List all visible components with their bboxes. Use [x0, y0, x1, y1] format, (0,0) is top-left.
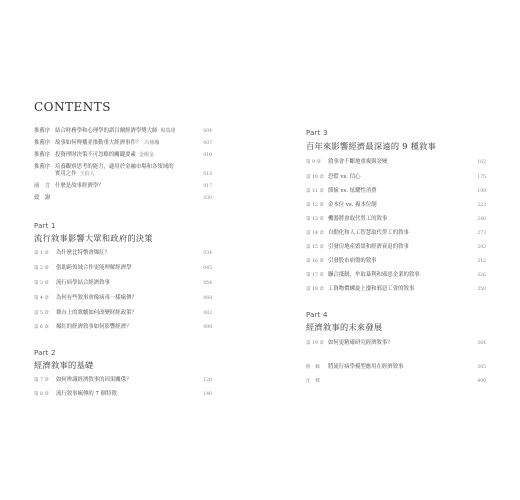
chapter-page: 068 [203, 296, 212, 301]
entry-page: 004 [203, 129, 212, 134]
chapter-number: 第 18 章 [306, 287, 324, 292]
chapter-title: 聯合抵制、牟取暴利和邪惡企業的敘事 [328, 272, 420, 278]
chapter-number: 第 7 章 [34, 378, 50, 383]
entry-page: 013 [203, 172, 212, 177]
chapter-number: 第 8 章 [34, 392, 50, 397]
entry-title: 投資理財決策不可忽略的關鍵要素 [55, 152, 136, 158]
chapter-title: 引發房地產繁榮和經濟衰退的敘事 [328, 244, 409, 250]
entry-page: 030 [203, 196, 212, 201]
entry-title: 培養觀察思考的能力，適用於金融市場和各領域的 [55, 164, 174, 170]
part-label: Part 4 [306, 311, 328, 319]
part-title: 百年來影響經濟最深遠的 9 種敘事 [306, 141, 437, 151]
entry-tag: 推薦序 [34, 164, 51, 170]
chapter-title: 自動化和人工智慧取代勞工的敘事 [328, 230, 409, 236]
chapter-title: 舞台上的歌劇如何改變財經政策？ [56, 310, 137, 316]
part-title: 經濟敘事的基礎 [34, 360, 94, 370]
entry-tag: 推薦序 [34, 128, 51, 134]
chapter-title: 流行敘事瘋傳的 7 個特徵 [56, 391, 117, 397]
part-label: Part 2 [34, 349, 56, 357]
chapter-page: 246 [477, 217, 486, 222]
chapter-title: 借助跨領域合作更能理解經濟學 [56, 265, 132, 271]
chapter-title: 引發股市崩盤的敘事 [328, 258, 377, 264]
chapter-title: 如何辨識經濟敘事的因果關係？ [56, 377, 132, 383]
chapter-page: 364 [477, 341, 486, 346]
chapter-number: 第 5 章 [34, 311, 50, 316]
chapter-number: 第 19 章 [306, 341, 324, 346]
chapter-page: 198 [477, 189, 486, 194]
entry-tag: 推薦序 [34, 140, 51, 146]
chapter-title: 恐慌 vs. 信心 [328, 174, 361, 180]
chapter-page: 120 [203, 378, 212, 383]
chapter-page: 175 [477, 175, 486, 180]
chapter-page: 162 [477, 160, 486, 165]
chapter-title: 爆紅的經濟敘事如何影響經濟？ [56, 324, 132, 330]
chapter-title: 敘事會不斷地重複與突變 [328, 159, 388, 165]
chapter-page: 326 [477, 273, 486, 278]
chapter-number: 第 13 章 [306, 217, 324, 222]
chapter-page: 350 [477, 287, 486, 292]
entry-author: 王伯人 [79, 171, 95, 177]
appendix-tag: 附 錄 [306, 365, 320, 370]
entry-author: 冯鼎瀚 [144, 140, 160, 146]
appendix-title: 將流行病學模型應用在經濟敘事 [328, 364, 404, 370]
chapter-number: 第 16 章 [306, 259, 324, 264]
entry-title: 什麼是故事經濟學？ [55, 183, 104, 189]
chapter-title: 機器將會取代勞工的敘事 [328, 216, 388, 222]
chapter-page: 082 [203, 311, 212, 316]
entry-page: 017 [203, 184, 212, 189]
chapter-number: 第 12 章 [306, 203, 324, 208]
chapter-page: 273 [477, 231, 486, 236]
chapter-number: 第 17 章 [306, 273, 324, 278]
chapter-number: 第 10 章 [306, 175, 324, 180]
entry-title: 故事如何傳播並推動重大經濟事件？ [55, 140, 142, 146]
chapter-title: 流行病學結合經濟敘事 [56, 280, 110, 286]
chapter-page: 312 [477, 259, 486, 264]
chapter-number: 第 15 章 [306, 245, 324, 250]
chapter-title: 節儉 vs. 炫耀性消費 [328, 188, 377, 194]
chapter-number: 第 11 章 [306, 189, 324, 194]
chapter-page: 045 [203, 266, 212, 271]
chapter-page: 223 [477, 203, 486, 208]
part-label: Part 1 [34, 222, 56, 230]
entry-title-continued: 實用之作 [55, 171, 77, 177]
entry-page: 007 [203, 141, 212, 146]
chapter-page: 034 [203, 251, 212, 256]
part-label: Part 3 [306, 129, 328, 137]
entry-tag: 前 言 [34, 183, 51, 189]
chapter-number: 第 6 章 [34, 325, 50, 330]
entry-tag: 致 謝 [34, 195, 51, 201]
chapter-number: 第 14 章 [306, 231, 324, 236]
entry-author: 金楊金 [138, 152, 154, 158]
entry-tag: 推薦序 [34, 152, 51, 158]
chapter-title: 金本位 vs. 複本位制 [328, 202, 377, 208]
appendix-page: 385 [477, 365, 486, 370]
chapter-page: 054 [203, 281, 212, 286]
entry-title: 結合財務學和心理學的諾目爾經濟學獎大師 [55, 128, 158, 134]
chapter-number: 第 2 章 [34, 266, 50, 271]
part-title: 流行敘事影響大眾和政府的決策 [34, 233, 153, 243]
entry-page: 010 [203, 153, 212, 158]
part-title: 經濟敘事的未來發展 [306, 322, 383, 332]
contents-heading: CONTENTS [34, 100, 112, 114]
chapter-page: 098 [203, 325, 212, 330]
chapter-number: 第 3 章 [34, 281, 50, 286]
chapter-page: 292 [477, 245, 486, 250]
chapter-title: 工資物價螺旋上漲和邪惡工會的敘事 [328, 286, 415, 292]
chapter-number: 第 4 章 [34, 296, 50, 301]
chapter-title: 為何有些敘事會像病毒一樣瘋傳？ [56, 295, 137, 301]
entry-author: 楊瑞雄 [160, 128, 176, 134]
chapter-title: 為什麼比特幣會爆紅？ [56, 250, 110, 256]
chapter-page: 140 [203, 392, 212, 397]
chapter-number: 第 9 章 [306, 160, 322, 165]
notes-page: 400 [477, 379, 486, 384]
notes-tag: 注 釋 [306, 379, 320, 384]
chapter-title: 如何更精確研究經濟敘事？ [328, 340, 393, 346]
chapter-number: 第 1 章 [34, 251, 50, 256]
